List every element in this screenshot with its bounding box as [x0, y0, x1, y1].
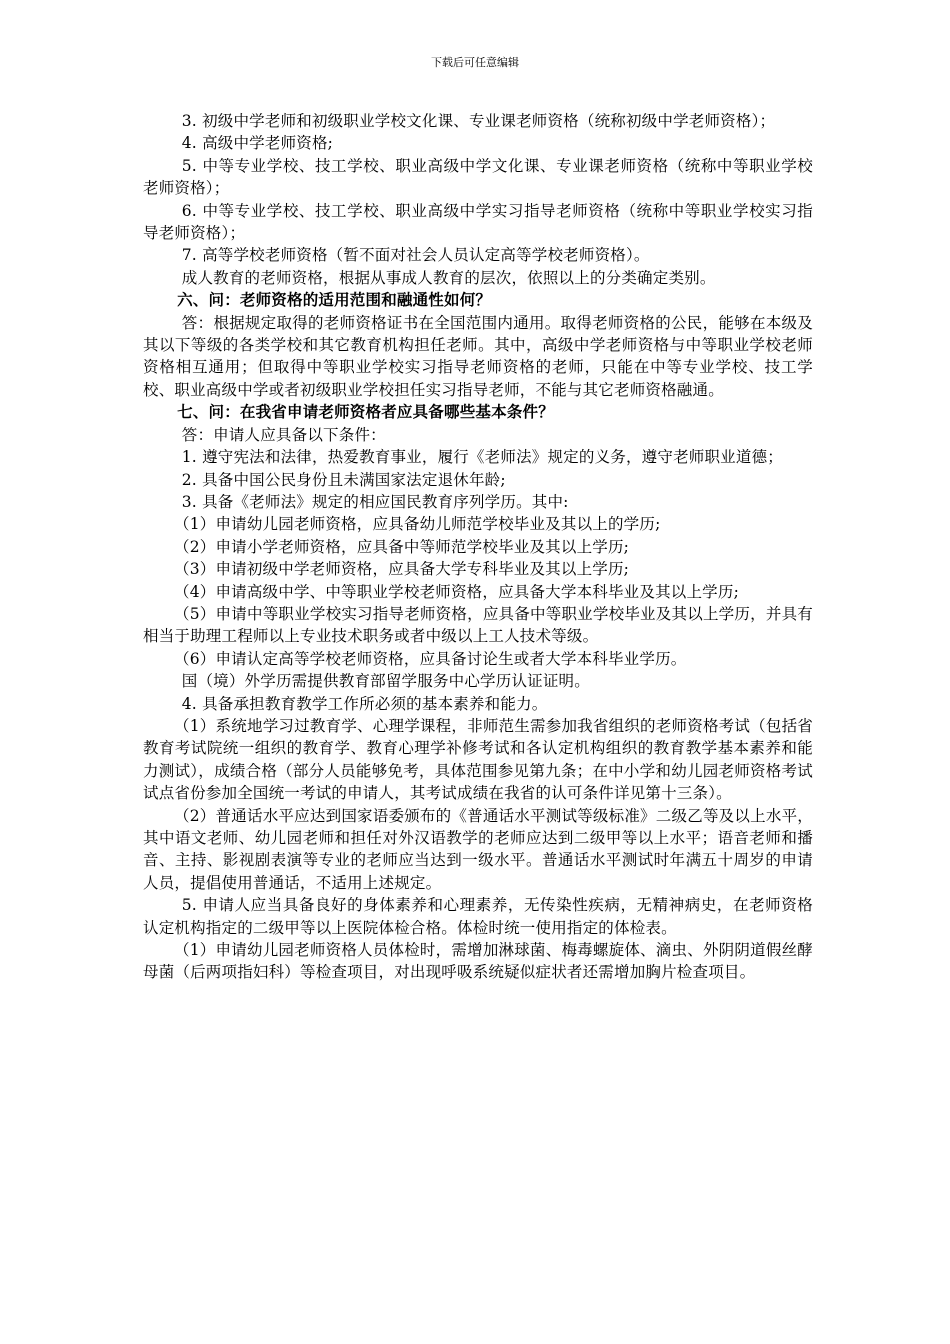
sub-paragraph: （1）系统地学习过教育学、心理学课程，非师范生需参加我省组织的老师资格考试（包括省教育考试院统一组织的教育学、教育心理学补修考试和各认定机构组织的教育教学基本素养和能力测试），成绩合格（部分人员能够免考，具体范围参见第九条；在中小学和幼儿园老师资格考试试点省份参加全国统一考试的申请人，其考试成绩在我省的认可条件详见第十三条）。 — [143, 716, 813, 803]
sub-paragraph: （2）普通话水平应达到国家语委颁布的《普通话水平测试等级标准》二级乙等及以上水平，其中语文老师、幼儿园老师和担任对外汉语教学的老师应达到二级甲等以上水平；语音老师和播音、主持、影视剧表演等专业的老师应当达到一级水平。普通话水平测试时年满五十周岁的申请人员，提倡使用普通话，不适用上述规定。 — [143, 806, 813, 892]
document-body — [143, 110, 813, 984]
section-heading: 六、问：老师资格的适用范围和融通性如何？ — [177, 290, 492, 310]
page-header: 下载后可任意编辑 — [431, 56, 519, 69]
paragraph: 7. 高等学校老师资格（暂不面对社会人员认定高等学校老师资格）。 — [181, 246, 650, 265]
paragraph: 1. 遵守宪法和法律，热爱教育事业，履行《老师法》规定的义务，遵守老师职业道德； — [181, 448, 783, 467]
sub-paragraph: （2）申请小学老师资格，应具备中等师范学校毕业及其以上学历; — [174, 537, 630, 556]
sub-paragraph: （1）申请幼儿园老师资格，应具备幼儿师范学校毕业及其以上的学历; — [174, 515, 661, 534]
sub-paragraph: （1）申请幼儿园老师资格人员体检时，需增加淋球菌、梅毒螺旋体、滴虫、外阴阴道假丝酵母菌（后两项指妇科）等检查项目，对出现呼吸系统疑似症状者还需增加胸片检查项目。 — [143, 941, 813, 982]
sub-paragraph: （4）申请高级中学、中等职业学校老师资格，应具备大学本科毕业及其以上学历; — [174, 582, 739, 601]
paragraph: 答：根据规定取得的老师资格证书在全国范围内通用。取得老师资格的公民，能够在本级及其以下等级的各类学校和其它教育机构担任老师。其中，高级中学老师资格与中等职业学校老师资格相互通用；但取得中等职业学校实习指导老师资格的老师，只能在中等专业学校、技工学校、职业高级中学或者初级职业学校担任实习指导老师，不能与其它老师资格融通。 — [143, 313, 813, 399]
paragraph: 4. 具备承担教育教学工作所必须的基本素养和能力。 — [181, 694, 548, 713]
paragraph: 6. 中等专业学校、技工学校、职业高级中学实习指导老师资格（统称中等职业学校实习指导老师资格）； — [143, 201, 813, 243]
paragraph: 5. 中等专业学校、技工学校、职业高级中学文化课、专业课老师资格（统称中等职业学校老师资格）； — [143, 156, 813, 198]
paragraph: 5. 申请人应当具备良好的身体素养和心理素养，无传染性疾病，无精神病史，在老师资格认定机构指定的二级甲等以上医院体检合格。体检时统一使用指定的体检表。 — [143, 896, 813, 937]
paragraph: 4. 高级中学老师资格; — [181, 134, 334, 153]
paragraph: 3. 初级中学老师和初级职业学校文化课、专业课老师资格（统称初级中学老师资格）； — [181, 112, 776, 130]
sub-paragraph: （5）申请中等职业学校实习指导老师资格，应具备中等职业学校毕业及其以上学历，并具有相当于助理工程师以上专业技术职务或者中级以上工人技术等级。 — [143, 604, 813, 646]
section-heading: 七、问：在我省申请老师资格者应具备哪些基本条件？ — [177, 402, 554, 422]
paragraph: 成人教育的老师资格，根据从事成人教育的层次，依照以上的分类确定类别。 — [181, 268, 716, 287]
paragraph: 3. 具备《老师法》规定的相应国民教育序列学历。其中: — [181, 492, 569, 511]
sub-paragraph: （6）申请认定高等学校老师资格，应具备讨论生或者大学本科毕业学历。 — [174, 649, 687, 668]
paragraph: 答：申请人应具备以下条件： — [181, 425, 386, 444]
paragraph: 2. 具备中国公民身份且未满国家法定退休年龄; — [181, 470, 506, 489]
sub-paragraph: （3）申请初级中学老师资格，应具备大学专科毕业及其以上学历; — [174, 560, 630, 579]
paragraph: 国（境）外学历需提供教育部留学服务中心学历认证证明。 — [181, 672, 590, 691]
